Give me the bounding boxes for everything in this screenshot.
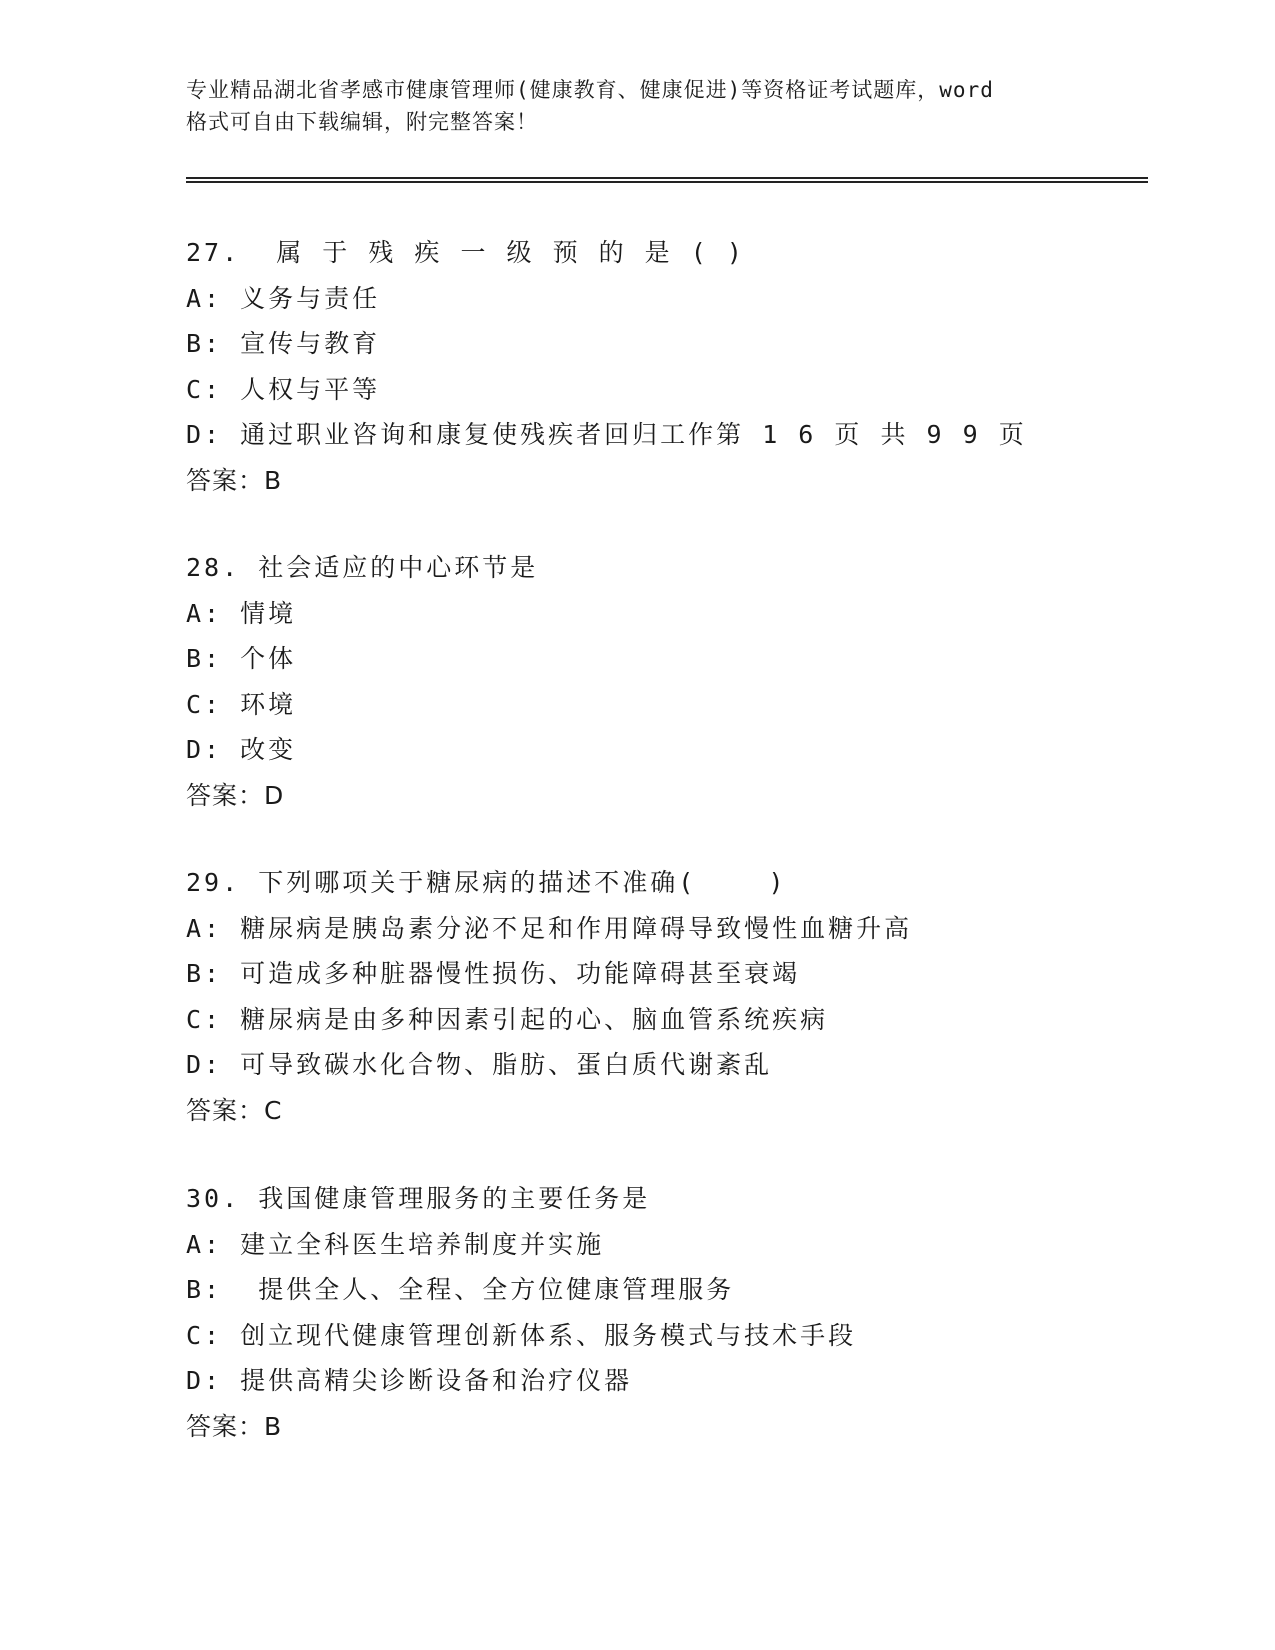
question-29 xyxy=(186,860,1186,1133)
answer: 答案：D xyxy=(186,780,285,810)
question-30 xyxy=(186,1176,1186,1449)
option-c: C: 环境 xyxy=(186,689,297,719)
question-stem: 30. 我国健康管理服务的主要任务是 xyxy=(186,1184,651,1213)
option-d: D: 提供高精尖诊断设备和治疗仪器 xyxy=(186,1366,633,1395)
option-a: A: 建立全科医生培养制度并实施 xyxy=(186,1229,605,1259)
question-28 xyxy=(186,545,1186,818)
option-b: B: 个体 xyxy=(186,644,297,673)
option-b: B: 提供全人、全程、全方位健康管理服务 xyxy=(186,1275,735,1304)
header-line-1: 专业精品湖北省孝感市健康管理师(健康教育、健康促进)等资格证考试题库，word xyxy=(186,78,994,102)
option-c: C: 糖尿病是由多种因素引起的心、脑血管系统疾病 xyxy=(186,1004,829,1034)
question-stem: 28. 社会适应的中心环节是 xyxy=(186,553,539,582)
option-a: A: 义务与责任 xyxy=(186,283,381,313)
option-a: A: 糖尿病是胰岛素分泌不足和作用障碍导致慢性血糖升高 xyxy=(186,913,913,943)
header-line-2: 格式可自由下载编辑，附完整答案！ xyxy=(186,110,538,134)
option-c: C: 创立现代健康管理创新体系、服务模式与技术手段 xyxy=(186,1320,857,1350)
answer: 答案：B xyxy=(186,1411,283,1441)
question-stem: 29. 下列哪项关于糖尿病的描述不准确( ) xyxy=(186,868,787,897)
question-27 xyxy=(186,230,1186,503)
answer: 答案：B xyxy=(186,465,283,495)
option-c: C: 人权与平等 xyxy=(186,374,381,404)
option-b: B: 可造成多种脏器慢性损伤、功能障碍甚至衰竭 xyxy=(186,959,801,988)
question-stem: 27. 属 于 残 疾 一 级 预 的 是 ( ) xyxy=(186,238,745,267)
option-d: D: 可导致碳水化合物、脂肪、蛋白质代谢紊乱 xyxy=(186,1050,773,1079)
answer: 答案：C xyxy=(186,1095,283,1125)
option-b: B: 宣传与教育 xyxy=(186,329,381,358)
option-d: D: 改变 xyxy=(186,735,297,764)
option-d: D: 通过职业咨询和康复使残疾者回归工作第 1 6 页 共 9 9 页 xyxy=(186,420,1027,449)
option-a: A: 情境 xyxy=(186,598,297,628)
header-double-rule xyxy=(186,177,1148,183)
document-header xyxy=(186,74,1086,138)
